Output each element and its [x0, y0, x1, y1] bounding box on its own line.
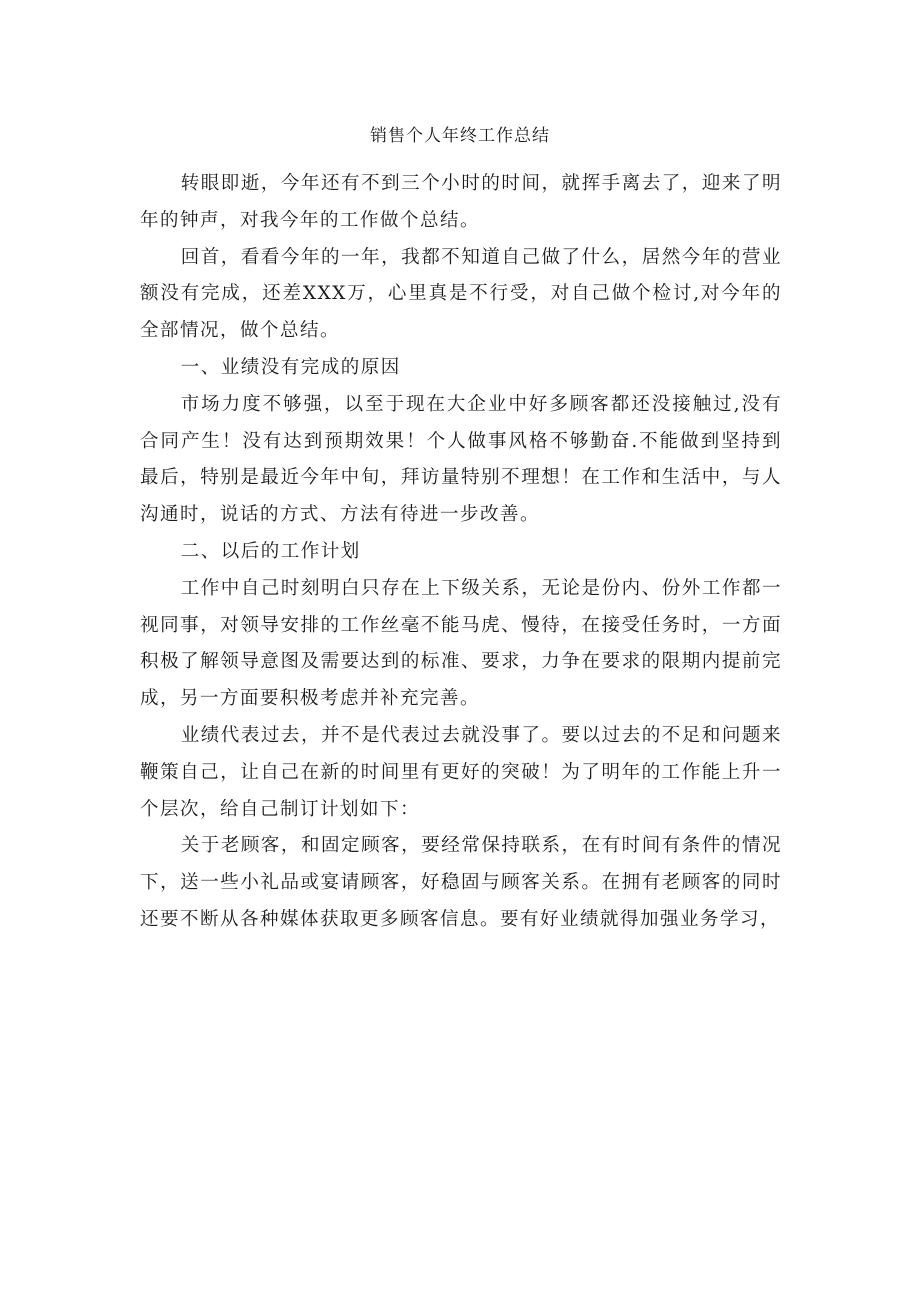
section-heading-2: 二、以后的工作计划 [180, 540, 361, 562]
paragraph-review: 回首，看看今年的一年，我都不知道自己做了什么，居然今年的营业额没有完成，还差XXX万，心里真是不行受，对自己做个检讨,对今年的全部情况，做个总结。 [140, 246, 782, 342]
paragraph-work-attitude: 工作中自己时刻明白只存在上下级关系，无论是份内、份外工作都一视同事，对领导安排的工作丝毫不能马虎、慢待，在接受任务时，一方面积极了解领导意图及需要达到的标准、要求，力争在要求的限期内提前完成，另一方面要积极考虑并补充完善。 [140, 577, 782, 710]
paragraph-performance: 业绩代表过去，并不是代表过去就没事了。要以过去的不足和问题来鞭策自己，让自己在新的时间里有更好的突破！为了明年的工作能上升一个层次，给自己制订计划如下： [140, 724, 782, 820]
document-body [140, 166, 782, 939]
document-title: 销售个人年终工作总结 [370, 126, 550, 146]
paragraph-customers: 关于老顾客，和固定顾客，要经常保持联系，在有时间有条件的情况下，送一些小礼品或宴请顾客，好稳固与顾客关系。在拥有老顾客的同时还要不断从各种媒体获取更多顾客信息。要有好业绩就得加强业务学习， [140, 835, 782, 930]
paragraph-reasons: 市场力度不够强，以至于现在大企业中好多顾客都还没接触过,没有合同产生！没有达到预期效果！个人做事风格不够勤奋.不能做到坚持到最后，特别是最近今年中旬，拜访量特别不理想！在工作和生活中，与人沟通时，说话的方式、方法有待进一步改善。 [140, 393, 782, 526]
paragraph-intro: 转眼即逝，今年还有不到三个小时的时间，就挥手离去了，迎来了明年的钟声，对我今年的工作做个总结。 [140, 173, 782, 231]
section-heading-1: 一、业绩没有完成的原因 [180, 356, 401, 378]
